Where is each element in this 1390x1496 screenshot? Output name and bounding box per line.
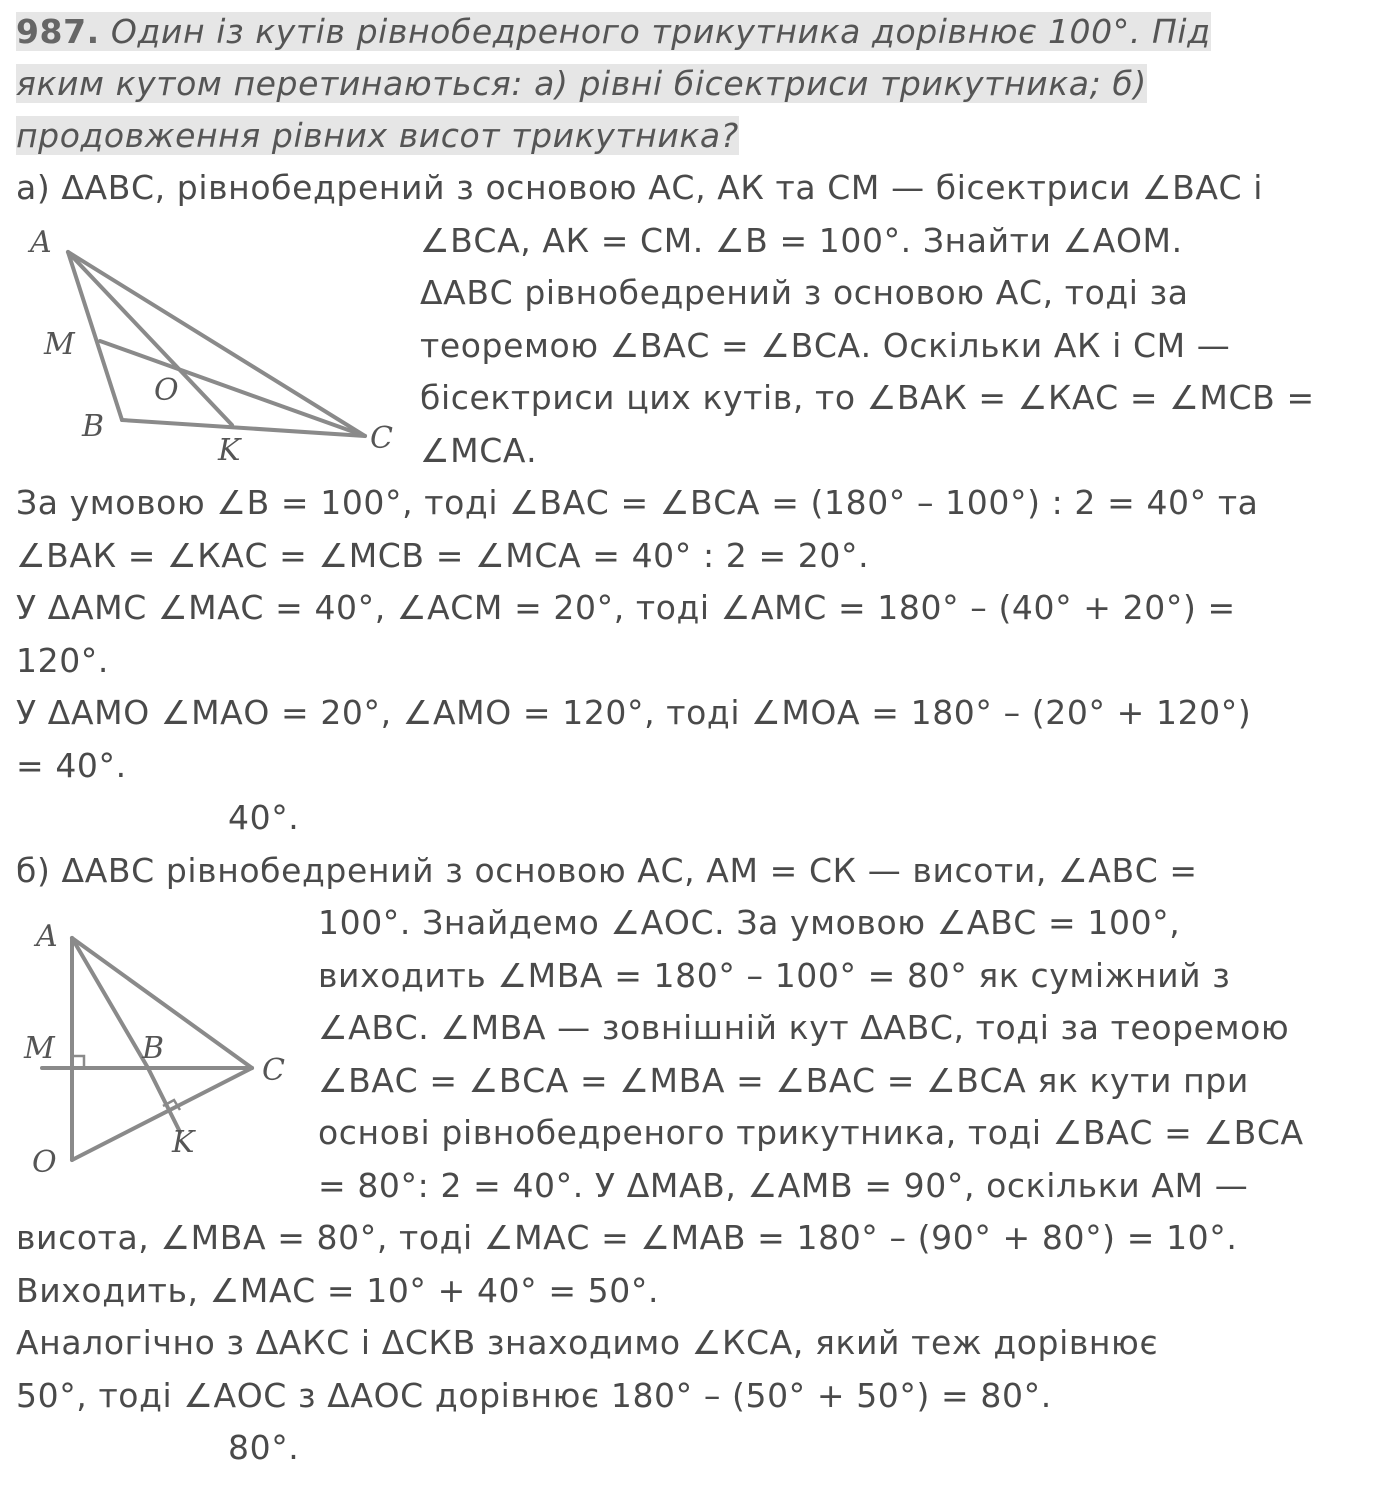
part-a-line-4: теоремою ∠ВАС = ∠ВСА. Оскільки АК і СМ — [420,326,1231,365]
label-c: C [370,421,393,456]
part-b-line-6: основі рівнобедреного трикутника, тоді ∠ВАС = ∠ВСА [318,1113,1304,1152]
segment-ab [68,252,122,420]
part-b-line-11: 50°, тоді ∠АОС з ΔАОС дорівнює 180° – (50° + 50°) = 80°. [16,1376,1052,1415]
segment-oc [72,1068,252,1160]
label-m: M [24,1031,55,1066]
part-a-line-12: = 40°. [16,746,127,785]
part-a-line-11: У ΔАМО ∠МАО = 20°, ∠АМО = 120°, тоді ∠МОА = 180° – (20° + 120°) [16,693,1252,732]
label-c: C [262,1053,285,1088]
part-b-line-4: ∠АВС. ∠МВА — зовнішній кут ΔАВС, тоді за теоремою [318,1008,1290,1047]
problem-number: 987. [16,12,100,51]
problem-text-1: Один із кутів рівнобедреного трикутника дорівнює 100°. Під [110,12,1211,51]
segment-ab [72,938,148,1068]
problem-line-3 [16,110,739,162]
part-b-line-2: 100°. Знайдемо ∠АОС. За умовою ∠АВС = 100°, [318,903,1181,942]
part-b-line-1: б) ΔАВС рівнобедрений з основою АС, АМ = СК — висоти, ∠АВС = [16,851,1198,890]
part-a-line-6: ∠МСА. [420,431,538,470]
problem-line-2 [16,58,1147,110]
label-b: B [82,409,105,444]
label-b: B [142,1031,165,1066]
part-b-line-5: ∠ВАС = ∠ВСА = ∠МВА = ∠ВАС = ∠ВСА як кути при [318,1061,1249,1100]
label-o: O [32,1145,57,1180]
label-o: O [154,373,179,408]
part-b-answer: 80°. [228,1428,300,1467]
part-a-line-2: ∠ВСА, АК = СМ. ∠В = 100°. Знайти ∠АОМ. [420,221,1183,260]
part-a-line-8: ∠ВАК = ∠КАС = ∠МСВ = ∠МСА = 40° : 2 = 20°. [16,536,870,575]
part-b-line-8: висота, ∠МВА = 80°, тоді ∠МАС = ∠МАВ = 180° – (90° + 80°) = 10°. [16,1218,1238,1257]
label-k: K [172,1125,195,1160]
part-b-line-7: = 80°: 2 = 40°. У ΔМАВ, ∠АМВ = 90°, оскільки АМ — [318,1166,1249,1205]
label-k: K [218,433,241,468]
part-b-line-9: Виходить, ∠МАС = 10° + 40° = 50°. [16,1271,660,1310]
part-a-line-3: ΔАВС рівнобедрений з основою АС, тоді за [420,273,1189,312]
part-a-line-9: У ΔАМС ∠МАС = 40°, ∠АСМ = 20°, тоді ∠АМС = 180° – (40° + 20°) = [16,588,1236,627]
figure-b [20,910,310,1180]
part-b-line-10: Аналогічно з ΔАКС і ΔСКВ знаходимо ∠КСА, який теж дорівнює [16,1323,1159,1362]
part-a-answer: 40°. [228,798,300,837]
label-m: M [44,327,75,362]
part-b-line-3: виходить ∠МВА = 180° – 100° = 80° як суміжний з [318,956,1231,995]
part-a-line-1: а) ΔАВС, рівнобедрений з основою АС, АК та СМ — бісектриси ∠ВАС і [16,168,1264,207]
label-a: A [30,225,52,260]
problem-line-1 [16,6,1211,58]
label-a: A [36,919,58,954]
part-a-line-7: За умовою ∠В = 100°, тоді ∠ВАС = ∠ВСА = (180° – 100°) : 2 = 40° та [16,483,1259,522]
problem-text-3: продовження рівних висот трикутника? [16,116,739,155]
figure-a [20,222,410,472]
problem-text-2: яким кутом перетинаються: а) рівні бісектриси трикутника; б) [16,64,1147,103]
part-a-line-10: 120°. [16,641,109,680]
part-a-line-5: бісектриси цих кутів, то ∠ВАК = ∠КАС = ∠МСВ = [420,378,1315,417]
